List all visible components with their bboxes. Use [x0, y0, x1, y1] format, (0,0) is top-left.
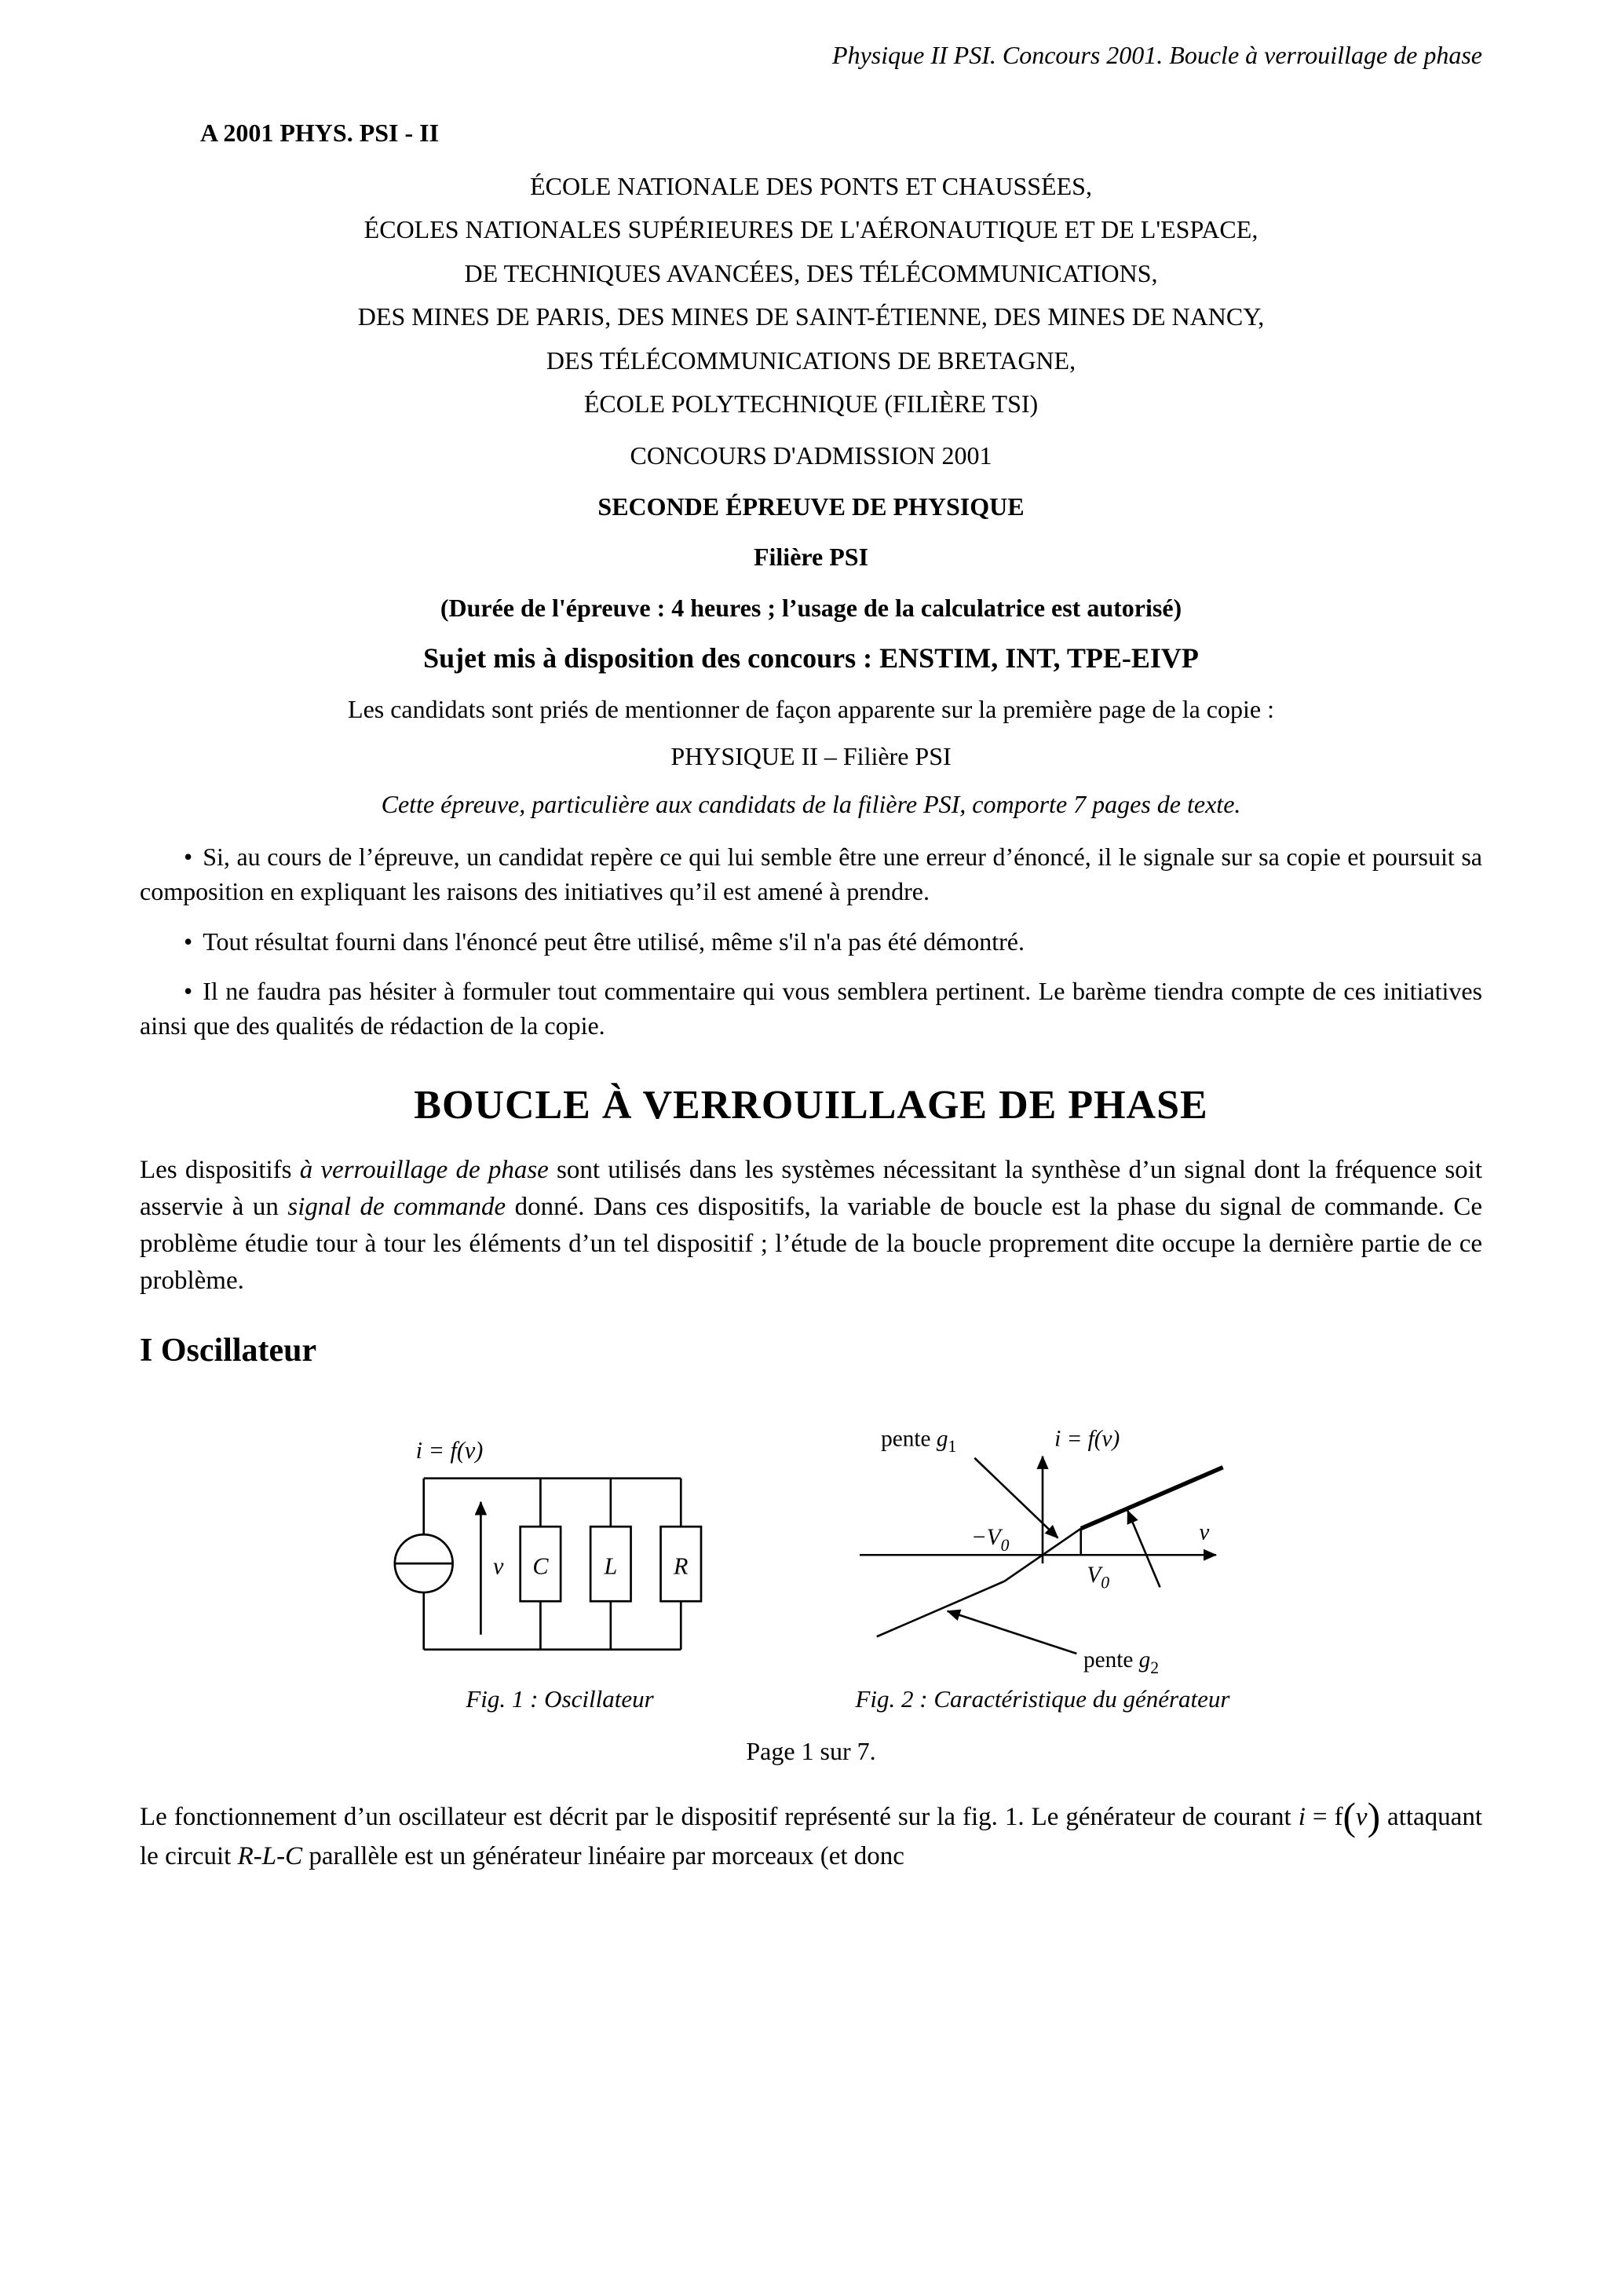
school-line: DES TÉLÉCOMMUNICATIONS DE BRETAGNE, — [546, 345, 1076, 375]
text-segment: sont utilisés dans les systèmes nécessitant la synthèse d’un signal dont la fréquence soit asservie à un — [140, 1156, 1483, 1221]
voltage-label: v — [493, 1553, 504, 1581]
duree-line: (Durée de l'épreuve : 4 heures ; l’usage de la calculatrice est autorisé) — [440, 593, 1182, 622]
characteristic-curve — [877, 1468, 1223, 1637]
school-line: ÉCOLE POLYTECHNIQUE (FILIÈRE TSI) — [583, 389, 1039, 418]
resistor-label: R — [674, 1553, 689, 1581]
current-source-symbol — [395, 1535, 453, 1593]
document-title: BOUCLE À VERROUILLAGE DE PHASE — [414, 1083, 1208, 1128]
mention-line: Les candidats sont priés de mentionner de façon apparente sur la première page de la copie : — [348, 695, 1274, 724]
x-axis-label: v — [1199, 1520, 1210, 1546]
text-segment: attaquant le circuit — [140, 1803, 1482, 1870]
page-number: Page 1 sur 7. — [746, 1737, 876, 1765]
circuit-wires — [424, 1479, 681, 1650]
figure-2-caption: Fig. 2 : Caractéristique du générateur — [855, 1685, 1230, 1713]
school-line: DES MINES DE PARIS, DES MINES DE SAINT-ÉTIENNE, DES MINES DE NANCY, — [357, 302, 1265, 331]
figure-2 — [838, 1410, 1247, 1713]
capacitor-label: C — [532, 1553, 549, 1581]
figures-row — [140, 1410, 1482, 1713]
text-segment: parallèle est un générateur linéaire par morceaux (et donc — [302, 1841, 904, 1870]
italic-phrase: à verrouillage de phase — [299, 1156, 549, 1185]
math-var-i: i — [1298, 1803, 1306, 1832]
instruction-text: Si, au cours de l’épreuve, un candidat repère ce qui lui semble être une erreur d’énoncé, il le signale sur sa copie et poursuit sa composition en expliquant les raisons des initiatives qu’il est amené à prendre. — [140, 843, 1482, 906]
note-line: Cette épreuve, particulière aux candidats de la filière PSI, comporte 7 pages de texte. — [381, 789, 1241, 818]
fig2-generator-characteristic — [838, 1410, 1247, 1674]
slope-g2-pointer-arrow-left — [948, 1611, 1077, 1654]
inductor-label: L — [604, 1553, 618, 1581]
instruction-text: Il ne faudra pas hésiter à formuler tout commentaire qui vous semblera pertinent. Le barème tiendra compte de ces initiatives ainsi que des qualités de rédaction de la copie. — [140, 976, 1482, 1040]
epreuve-line: SECONDE ÉPREUVE DE PHYSIQUE — [597, 492, 1025, 521]
instruction-bullet — [140, 839, 1482, 909]
bullet-marker: • — [184, 843, 193, 872]
italic-phrase: signal de commande — [287, 1192, 506, 1221]
text-segment: = f — [1305, 1803, 1343, 1832]
slope-g2-label: pente $g_2$ — [1083, 1647, 1160, 1675]
school-line: ÉCOLE NATIONALE DES PONTS ET CHAUSSÉES, — [530, 172, 1092, 200]
figure-1-caption: Fig. 1 : Oscillateur — [466, 1685, 654, 1713]
schools-block — [140, 171, 1482, 419]
school-line: DE TECHNIQUES AVANCÉES, DES TÉLÉCOMMUNICATIONS, — [464, 258, 1158, 287]
text-segment: Les dispositifs — [140, 1156, 300, 1185]
filiere-line: Filière PSI — [753, 543, 869, 572]
school-line: ÉCOLES NATIONALES SUPÉRIEURES DE L'AÉRONAUTIQUE ET DE L'ESPACE, — [363, 215, 1259, 244]
figure-1 — [375, 1428, 744, 1713]
slope-g1-label: pente $g_1$ — [881, 1427, 957, 1457]
source-current-label: i = f(v) — [415, 1437, 484, 1464]
math-rlc: R-L-C — [237, 1841, 303, 1870]
admission-line: CONCOURS D'ADMISSION 2001 — [630, 441, 992, 470]
fig1-oscillator-circuit — [375, 1428, 744, 1674]
sujet-line: Sujet mis à disposition des concours : ENSTIM, INT, TPE-EIVP — [423, 642, 1199, 674]
instruction-bullet — [140, 924, 1482, 959]
intro-paragraph — [140, 1152, 1482, 1299]
running-header: Physique II PSI. Concours 2001. Boucle à verrouillage de phase — [832, 41, 1482, 69]
text-segment: donné. Dans ces dispositifs, la variable de boucle est la phase du signal de commande. Ce problème étudie tour à tour les éléments d’un tel dispositif ; l’étude de la boucle proprement dite occupe la dernière partie de ce problème. — [140, 1192, 1482, 1295]
text-segment: Le fonctionnement d’un oscillateur est décrit par le dispositif représenté sur la fig. 1. Le générateur de courant — [140, 1803, 1299, 1832]
close-paren: ) — [1367, 1795, 1381, 1839]
bullet-marker: • — [184, 927, 193, 956]
body-paragraph — [140, 1795, 1482, 1876]
instruction-text: Tout résultat fourni dans l'énoncé peut être utilisé, même s'il n'a pas été démontré. — [203, 927, 1025, 956]
neg-v0-label: $-V_0$ — [971, 1525, 1010, 1556]
exam-reference: A 2001 PHYS. PSI - II — [200, 119, 440, 147]
physique-line: PHYSIQUE II – Filière PSI — [670, 742, 952, 771]
bullet-marker: • — [184, 976, 193, 1005]
slope-g2-pointer-arrow-right — [1127, 1511, 1160, 1588]
v0-label: $V_0$ — [1087, 1563, 1110, 1592]
current-function-label: i = f(v) — [1054, 1427, 1120, 1453]
open-paren: ( — [1343, 1795, 1356, 1839]
instruction-bullet — [140, 974, 1482, 1043]
math-var-v: v — [1355, 1803, 1368, 1832]
section-heading-oscillateur: I Oscillateur — [140, 1333, 317, 1369]
